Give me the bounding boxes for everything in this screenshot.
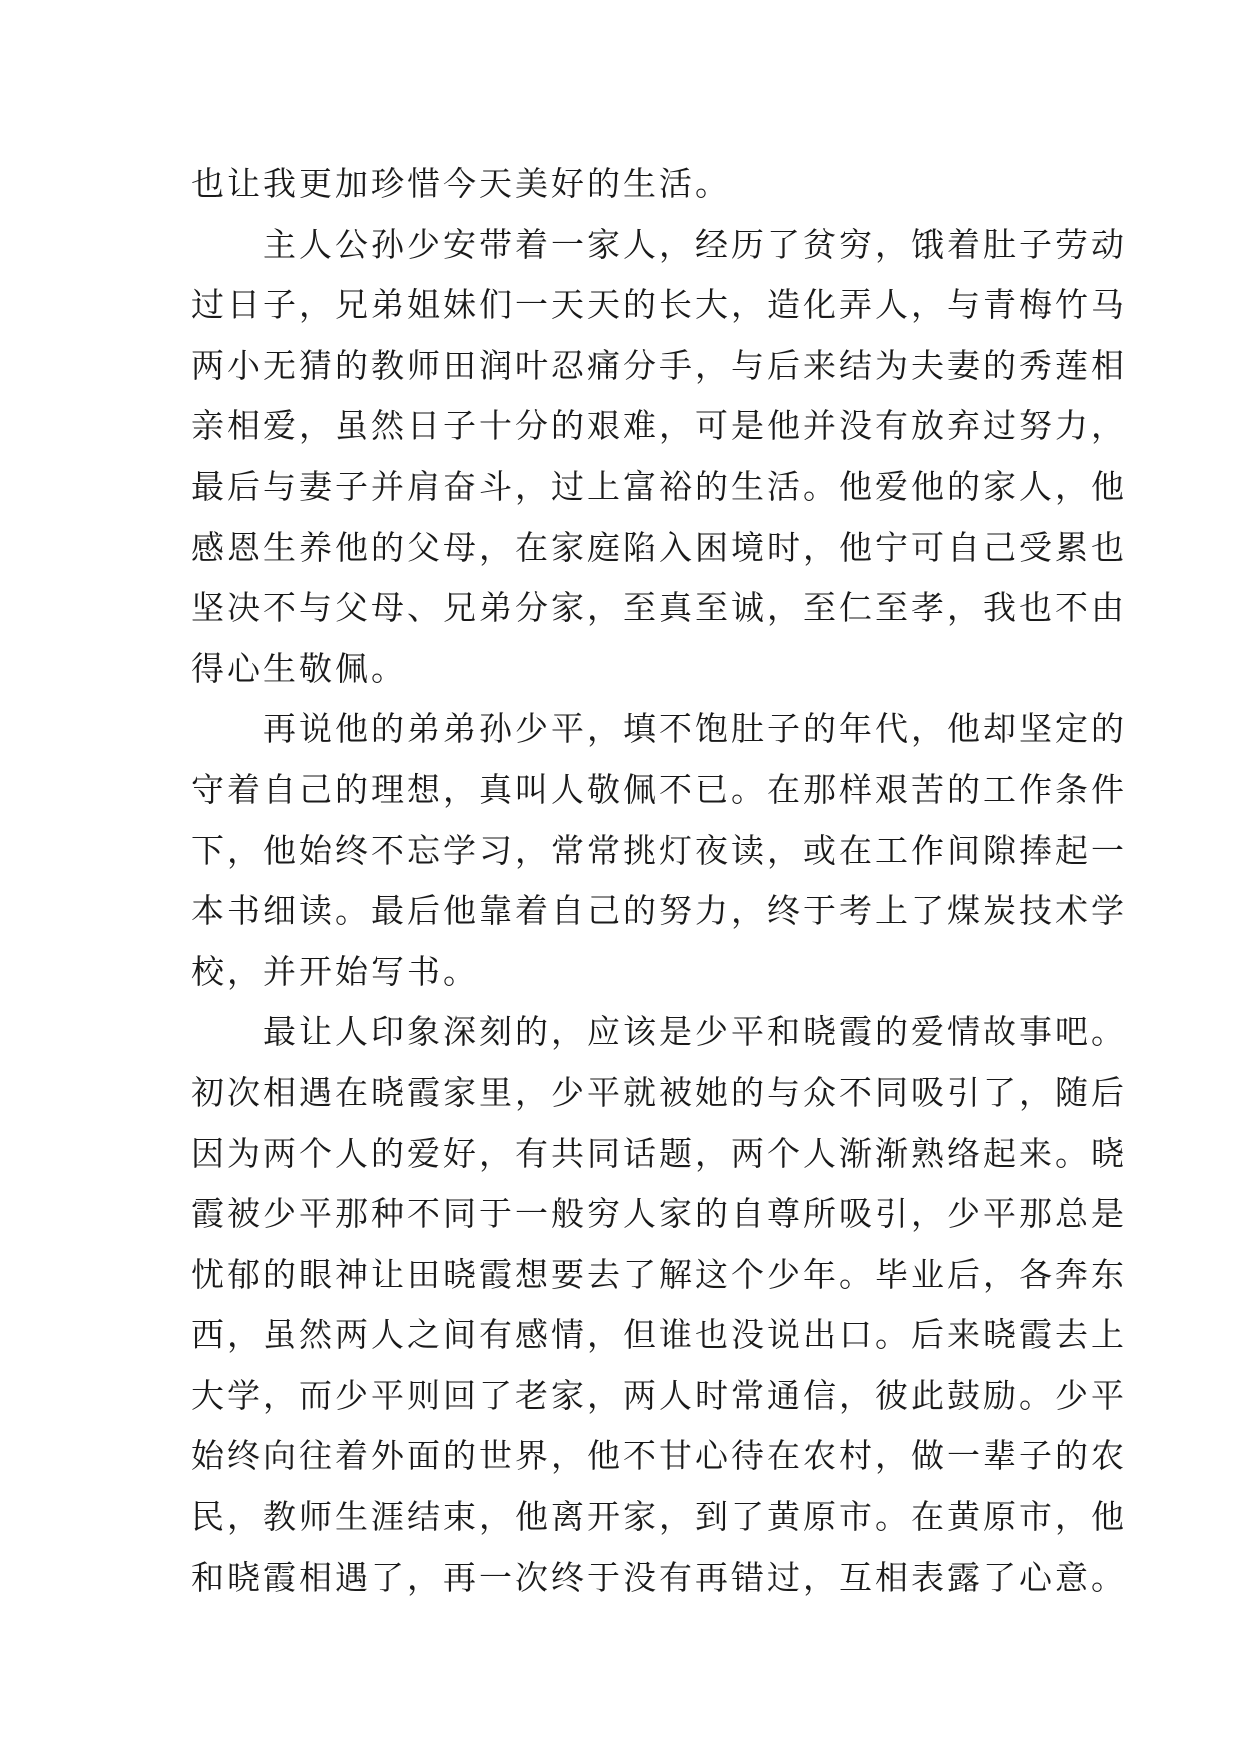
text-line: 忧郁的眼神让田晓霞想要去了解这个少年。毕业后，各奔东	[191, 1254, 1127, 1294]
text-line: 得心生敬佩。	[191, 648, 407, 688]
text-line: 坚决不与父母、兄弟分家，至真至诚，至仁至孝，我也不由	[191, 588, 1127, 628]
text-line: 亲相爱，虽然日子十分的艰难，可是他并没有放弃过努力，	[191, 406, 1127, 446]
text-line: 主人公孙少安带着一家人，经历了贫穷，饿着肚子劳动	[263, 224, 1127, 264]
text-line: 下，他始终不忘学习，常常挑灯夜读，或在工作间隙捧起一	[191, 830, 1127, 870]
text-line: 再说他的弟弟孙少平，填不饱肚子的年代，他却坚定的	[263, 709, 1127, 749]
text-line: 两小无猜的教师田润叶忍痛分手，与后来结为夫妻的秀莲相	[191, 345, 1127, 385]
text-line: 校，并开始写书。	[191, 951, 479, 991]
body-text	[191, 154, 1127, 1608]
text-line: 西，虽然两人之间有感情，但谁也没说出口。后来晓霞去上	[191, 1315, 1127, 1355]
text-line: 大学，而少平则回了老家，两人时常通信，彼此鼓励。少平	[191, 1375, 1127, 1415]
text-line: 民，教师生涯结束，他离开家，到了黄原市。在黄原市，他	[191, 1497, 1127, 1537]
text-line: 最让人印象深刻的，应该是少平和晓霞的爱情故事吧。	[263, 1012, 1127, 1052]
text-line: 和晓霞相遇了，再一次终于没有再错过，互相表露了心意。	[191, 1557, 1127, 1597]
text-line: 因为两个人的爱好，有共同话题，两个人渐渐熟络起来。晓	[191, 1133, 1127, 1173]
text-line: 霞被少平那种不同于一般穷人家的自尊所吸引，少平那总是	[191, 1194, 1127, 1234]
text-line: 过日子，兄弟姐妹们一天天的长大，造化弄人，与青梅竹马	[191, 285, 1127, 325]
text-line: 感恩生养他的父母，在家庭陷入困境时，他宁可自己受累也	[191, 527, 1127, 567]
text-line: 守着自己的理想，真叫人敬佩不已。在那样艰苦的工作条件	[191, 769, 1127, 809]
text-line: 始终向往着外面的世界，他不甘心待在农村，做一辈子的农	[191, 1436, 1127, 1476]
text-line: 也让我更加珍惜今天美好的生活。	[191, 164, 731, 203]
text-line: 初次相遇在晓霞家里，少平就被她的与众不同吸引了，随后	[191, 1072, 1127, 1112]
text-line: 本书细读。最后他靠着自己的努力，终于考上了煤炭技术学	[191, 891, 1127, 931]
text-line: 最后与妻子并肩奋斗，过上富裕的生活。他爱他的家人，他	[191, 466, 1127, 506]
